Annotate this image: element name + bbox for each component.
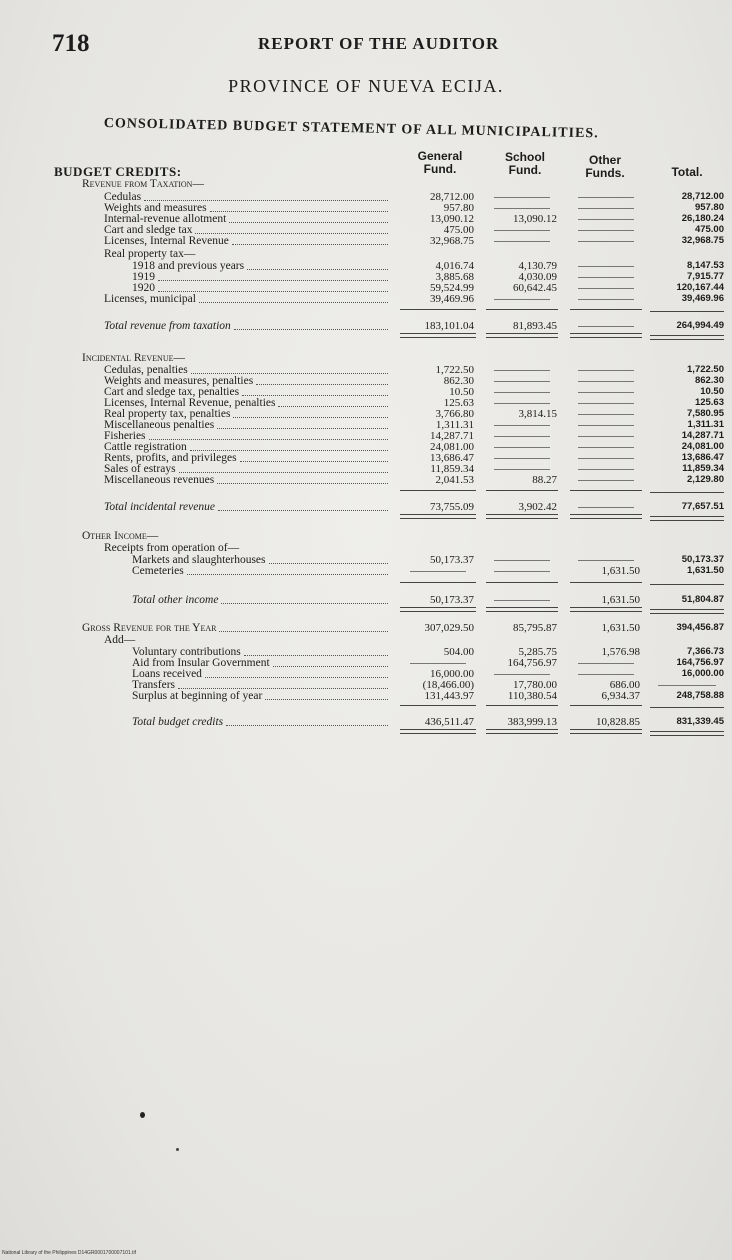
cell-value: 1,631.50 [687,565,724,576]
blank-cell-dash [578,663,634,664]
cell-value: 1,722.50 [435,364,474,376]
cell-value: 164,756.97 [507,657,557,669]
row-label: Miscellaneous penalties [104,419,215,431]
col-header-general [400,150,480,176]
blank-cell-dash [578,266,634,267]
col-header-school [485,151,565,177]
cell-value: 831,339.45 [676,716,724,727]
subtotal-rule [400,705,476,706]
cell-value: 4,016.74 [435,260,474,272]
cell-value: 28,712.00 [430,191,474,203]
cell-value: 436,511.47 [424,716,474,728]
col-header-school-line2: Fund. [508,163,542,177]
cell-value: 77,657.51 [681,501,724,512]
cell-value: 307,029.50 [424,622,474,634]
cell-value: 32,968.75 [681,235,724,246]
blank-cell-dash [578,414,634,415]
dot-leader [269,563,388,564]
cell-value: 1,631.50 [601,622,640,634]
blank-cell-dash [578,447,634,448]
row-label: Total budget credits [132,716,224,728]
row-label: Rents, profits, and privileges [104,452,237,464]
total-double-rule [400,729,476,734]
blank-cell-dash [578,219,634,220]
row-label: Cedulas [104,191,142,203]
blank-cell-dash [494,447,550,448]
cell-value: 50,173.37 [430,554,474,566]
cell-value: 26,180.24 [681,213,724,224]
subtotal-rule [486,705,558,706]
table-row [0,293,732,305]
col-header-school-line1: School [504,150,545,164]
cell-value: 10,828.85 [596,716,640,728]
blank-cell-dash [494,392,550,393]
col-header-general-line1: General [417,149,463,163]
dot-leader [229,222,388,223]
row-label: Incidental Revenue— [82,352,185,364]
row-label: Licenses, Internal Revenue, penalties [104,397,276,409]
dot-leader [149,439,388,440]
dot-leader [273,666,388,667]
cell-value: 164,756.97 [676,657,724,668]
subtotal-rule [650,707,724,708]
blank-cell-dash [494,299,550,300]
cell-value: 183,101.04 [424,320,474,332]
province-title: PROVINCE OF NUEVA ECIJA. [228,76,504,96]
row-label: Real property tax, penalties [104,408,231,420]
total-double-rule [400,514,476,519]
blank-cell-dash [494,571,550,572]
dot-leader [187,574,388,575]
blank-cell-dash [578,288,634,289]
cell-value: 51,804.87 [681,594,724,605]
cell-value: 24,081.00 [681,441,724,452]
cell-value: 957.80 [443,202,474,214]
dot-leader [210,211,388,212]
dot-leader [226,725,388,726]
row-label: Total revenue from taxation [104,320,231,332]
row-label: Surplus at beginning of year [132,690,263,702]
row-label: Weights and measures [104,202,207,214]
subtotal-rule [400,309,476,310]
total-double-rule [486,729,558,734]
cell-value: 13,090.12 [513,213,557,225]
col-header-other-line1: Other [588,153,621,167]
row-label: Add— [104,634,136,646]
cell-value: 7,366.73 [687,646,724,657]
dot-leader [195,233,388,234]
cell-value: 13,686.47 [430,452,474,464]
cell-value: 475.00 [443,224,474,236]
subtotal-rule [650,492,724,493]
dot-leader [199,302,388,303]
cell-value: 11,859.34 [430,463,474,475]
table-row [0,716,732,728]
table-row [0,235,732,247]
cell-value: 11,859.34 [682,463,724,474]
table-row [0,320,732,332]
table-row [0,690,732,702]
table-row [0,542,732,554]
total-double-rule [570,333,642,338]
table-row [0,622,732,634]
row-label: Voluntary contributions [132,646,241,658]
cell-value: 24,081.00 [430,441,474,453]
blank-cell-dash [578,480,634,481]
dot-leader [278,406,388,407]
dot-leader [233,417,388,418]
subtotal-rule [570,309,642,310]
cell-value: 4,030.09 [518,271,557,283]
subtotal-rule [650,584,724,585]
blank-cell-dash [410,571,466,572]
cell-value: 248,758.88 [676,690,724,701]
blank-cell-dash [578,381,634,382]
cell-value: 504.00 [443,646,474,658]
table-row [0,594,732,606]
cell-value: 383,999.13 [507,716,557,728]
subtotal-rule [570,582,642,583]
cell-value: 7,580.95 [687,408,724,419]
total-double-rule [650,335,724,340]
cell-value: 14,287.71 [430,430,474,442]
cell-value: 3,814.15 [518,408,557,420]
cell-value: 1,576.98 [601,646,640,658]
row-label: Cedulas, penalties [104,364,188,376]
dot-leader [205,677,388,678]
blank-cell-dash [578,241,634,242]
blank-cell-dash [578,197,634,198]
cell-value: 1,722.50 [687,364,724,375]
dot-leader [158,280,388,281]
row-label: Sales of estrays [104,463,176,475]
row-label: Revenue from Taxation— [82,178,204,190]
row-label: Aid from Insular Government [132,657,270,669]
cell-value: 475.00 [694,224,724,235]
dot-leader [191,373,388,374]
col-header-total: Total. [671,165,703,179]
paper-speck [176,1148,179,1151]
cell-value: 3,766.80 [435,408,474,420]
cell-value: 39,469.96 [430,293,474,305]
cell-value: 50,173.37 [681,554,724,565]
blank-cell-dash [578,458,634,459]
table-row [0,565,732,577]
subtotal-rule [570,490,642,491]
blank-cell-dash [578,277,634,278]
cell-value: 28,712.00 [681,191,724,202]
blank-cell-dash [410,663,466,664]
row-label: Total incidental revenue [104,501,215,513]
running-title: REPORT OF THE AUDITOR [258,34,500,53]
table-row [0,634,732,646]
cell-value: 110,380.54 [507,690,557,702]
blank-cell-dash [578,326,634,327]
subtotal-rule [400,490,476,491]
subtotal-rule [650,311,724,312]
cell-value: 13,090.12 [430,213,474,225]
dot-leader [144,200,388,201]
cell-value: 3,885.68 [435,271,474,283]
dot-leader [179,472,388,473]
row-label: Markets and slaughterhouses [132,554,266,566]
cell-value: 131,443.97 [424,690,474,702]
cell-value: 85,795.87 [513,622,557,634]
blank-cell-dash [494,436,550,437]
blank-cell-dash [494,230,550,231]
row-label: Licenses, municipal [104,293,196,305]
subtotal-rule [400,582,476,583]
cell-value: 120,167.44 [676,282,724,293]
blank-cell-dash [578,560,634,561]
cell-value: 13,686.47 [681,452,724,463]
subtotal-rule [486,582,558,583]
cell-value: 862.30 [443,375,474,387]
cell-value: 32,968.75 [430,235,474,247]
dot-leader [178,688,388,689]
cell-value: 39,469.96 [681,293,724,304]
cell-value: 862.30 [694,375,724,386]
cell-value: 59,524.99 [430,282,474,294]
total-double-rule [570,514,642,519]
section-heading: BUDGET CREDITS: [54,164,182,179]
row-label: Transfers [132,679,176,691]
row-label: 1919 [132,271,155,283]
row-label: Receipts from operation of— [104,542,240,554]
blank-cell-dash [578,403,634,404]
cell-value: (18,466.00) [422,679,474,691]
subtotal-rule [570,705,642,706]
blank-cell-dash [578,436,634,437]
row-label: Miscellaneous revenues [104,474,215,486]
cell-value: 50,173.37 [430,594,474,606]
blank-cell-dash [494,403,550,404]
dot-leader [219,631,388,632]
cell-value: 2,129.80 [687,474,724,485]
cell-value: 4,130.79 [518,260,557,272]
cell-value: 125.63 [443,397,474,409]
table-row [0,178,732,190]
row-label: Total other income [132,594,219,606]
dot-leader [190,450,388,451]
total-double-rule [400,607,476,612]
cell-value: 686.00 [609,679,640,691]
subtotal-rule [486,490,558,491]
table-row [0,248,732,260]
total-double-rule [570,607,642,612]
dot-leader [218,510,388,511]
cell-value: 14,287.71 [681,430,724,441]
cell-value: 957.80 [694,202,724,213]
total-double-rule [400,333,476,338]
row-label: Real property tax— [104,248,196,260]
row-label: Weights and measures, penalties [104,375,254,387]
dot-leader [242,395,388,396]
cell-value: 1,311.31 [687,419,724,430]
dot-leader [265,699,388,700]
blank-cell-dash [494,370,550,371]
page-number: 718 [52,30,90,57]
blank-cell-dash [578,507,634,508]
table-row [0,474,732,486]
total-double-rule [650,609,724,614]
cell-value: 10.50 [700,386,724,397]
row-label: Gross Revenue for the Year [82,622,217,634]
cell-value: 2,041.53 [435,474,474,486]
row-label: Cart and sledge tax, penalties [104,386,240,398]
cell-value: 8,147.53 [687,260,724,271]
total-double-rule [650,731,724,736]
cell-value: 16,000.00 [681,668,724,679]
total-double-rule [486,333,558,338]
blank-cell-dash [494,425,550,426]
blank-cell-dash [658,685,716,686]
blank-cell-dash [494,381,550,382]
row-label: Internal-revenue allotment [104,213,227,225]
blank-cell-dash [494,458,550,459]
row-label: Other Income— [82,530,159,542]
blank-cell-dash [494,241,550,242]
cell-value: 1,631.50 [601,565,640,577]
blank-cell-dash [578,392,634,393]
col-header-general-line2: Fund. [423,162,457,176]
blank-cell-dash [578,299,634,300]
row-label: 1918 and previous years [132,260,245,272]
dot-leader [244,655,388,656]
row-label: Cemeteries [132,565,184,577]
statement-title: CONSOLIDATED BUDGET STATEMENT OF ALL MUNICIPALITIES. [103,116,599,142]
blank-cell-dash [578,208,634,209]
cell-value: 394,456.87 [676,622,724,633]
table-row [0,530,732,542]
subtotal-rule [486,309,558,310]
row-label: Fisheries [104,430,146,442]
blank-cell-dash [578,425,634,426]
blank-cell-dash [578,469,634,470]
row-label: Loans received [132,668,202,680]
dot-leader [221,603,388,604]
cell-value: 5,285.75 [518,646,557,658]
dot-leader [247,269,388,270]
blank-cell-dash [578,674,634,675]
total-double-rule [486,607,558,612]
row-label: Cart and sledge tax [104,224,193,236]
cell-value: 60,642.45 [513,282,557,294]
cell-value: 1,631.50 [601,594,640,606]
cell-value: 73,755.09 [430,501,474,513]
cell-value: 7,915.77 [687,271,724,282]
blank-cell-dash [578,230,634,231]
table-row [0,501,732,513]
row-label: Licenses, Internal Revenue [104,235,229,247]
blank-cell-dash [578,370,634,371]
cell-value: 125.63 [694,397,724,408]
cell-value: 88.27 [532,474,557,486]
blank-cell-dash [494,208,550,209]
blank-cell-dash [494,469,550,470]
total-double-rule [570,729,642,734]
dot-leader [158,291,388,292]
cell-value: 264,994.49 [676,320,724,331]
dot-leader [234,329,388,330]
dot-leader [256,384,388,385]
dot-leader [232,244,388,245]
blank-cell-dash [494,674,550,675]
cell-value: 10.50 [449,386,474,398]
dot-leader [240,461,388,462]
paper-speck [140,1112,145,1118]
scan-footer: National Library of the Philippines D14GR0001700007101.tif [2,1250,136,1256]
row-label: 1920 [132,282,155,294]
blank-cell-dash [494,560,550,561]
table-row [0,352,732,364]
col-header-other-line2: Funds. [585,166,625,180]
total-double-rule [650,516,724,521]
cell-value: 81,893.45 [513,320,557,332]
dot-leader [217,428,388,429]
cell-value: 1,311.31 [435,419,474,431]
cell-value: 16,000.00 [430,668,474,680]
col-header-other [565,154,645,180]
total-double-rule [486,514,558,519]
blank-cell-dash [494,600,550,601]
row-label: Cattle registration [104,441,187,453]
cell-value: 6,934.37 [601,690,640,702]
dot-leader [217,483,388,484]
cell-value: 3,902.42 [518,501,557,513]
cell-value: 17,780.00 [513,679,557,691]
blank-cell-dash [494,197,550,198]
